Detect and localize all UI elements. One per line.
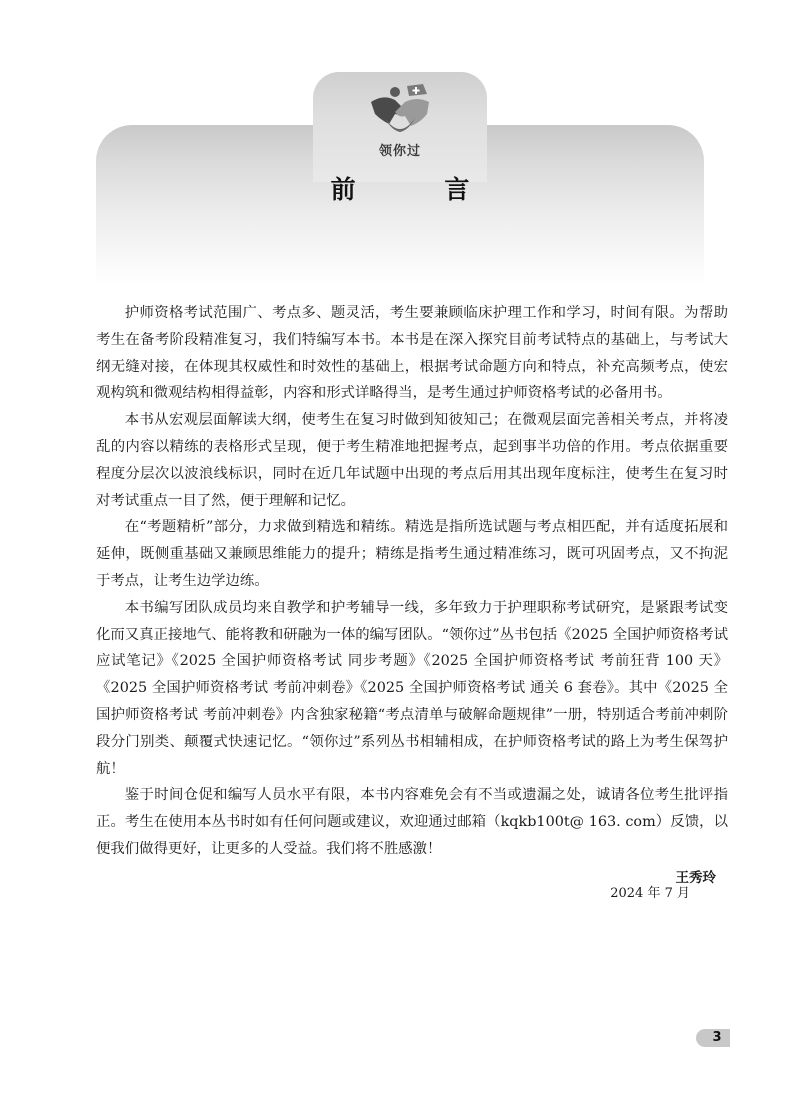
paragraph-3: 在“考题精析”部分，力求做到精选和精练。精选是指所选试题与考点相匹配，并有适度拓展和延伸，既侧重基础又兼顾思维能力的提升；精练是指考生通过精准练习，既可巩固考点，又不拘泥于考点，让考生边学边练。 — [96, 519, 728, 589]
paragraph-5: 鉴于时间仓促和编写人员水平有限，本书内容难免会有不当或遗漏之处，诚请各位考生批评指正。考生在使用本丛书时如有任何问题或建议，欢迎通过邮箱（kqkb100t@ 163. com）反馈，以便我们做得更好，让更多的人受益。我们将不胜感激！ — [96, 787, 728, 857]
signature-date: 2024 年 7 月 — [610, 886, 690, 901]
handshake-nurse-cap-logo-icon — [365, 80, 435, 146]
preface-body — [96, 300, 728, 863]
author-signature: 王秀玲 — [675, 870, 716, 886]
page-title: 前 言 — [330, 175, 510, 204]
paragraph-4: 本书编写团队成员均来自教学和护考辅导一线，多年致力于护理职称考试研究，是紧跟考试变化而又真正接地气、能将教和研融为一体的编写团队。“领你过”丛书包括《2025 全国护师资格考试 应试笔记》《2025 全国护师资格考试 同步考题》《2025 全国护师资格考试 考前狂背 100 天》《2025 全国护师资格考试 考前冲刺卷》《2025 全国护师资格考试 通关 6 套卷》。其中《2025 全国护师资格考试 考前冲刺卷》内含独家秘籍“考点清单与破解命题规律”一册，特别适合考前冲刺阶段分门别类、颠覆式快速记忆。“领你过”系列丛书相辅相成，在护师资格考试的路上为考生保驾护航！ — [96, 599, 728, 777]
paragraph-2: 本书从宏观层面解读大纲，使考生在复习时做到知彼知己；在微观层面完善相关考点，并将凌乱的内容以精练的表格形式呈现，便于考生精准地把握考点，起到事半功倍的作用。考点依据重要程度分层次以波浪线标识，同时在近几年试题中出现的考点后用其出现年度标注，使考生在复习时对考试重点一目了然，便于理解和记忆。 — [96, 412, 728, 509]
logo-text: 领你过 — [378, 144, 421, 159]
page-number: 3 — [712, 1030, 722, 1045]
paragraph-1: 护师资格考试范围广、考点多、题灵活，考生要兼顾临床护理工作和学习，时间有限。为帮助考生在备考阶段精准复习，我们特编写本书。本书是在深入探究目前考试特点的基础上，与考试大纲无缝对接，在体现其权威性和时效性的基础上，根据考试命题方向和特点，补充高频考点，使宏观构筑和微观结构相得益彰，内容和形式详略得当，是考生通过护师资格考试的必备用书。 — [96, 305, 728, 402]
